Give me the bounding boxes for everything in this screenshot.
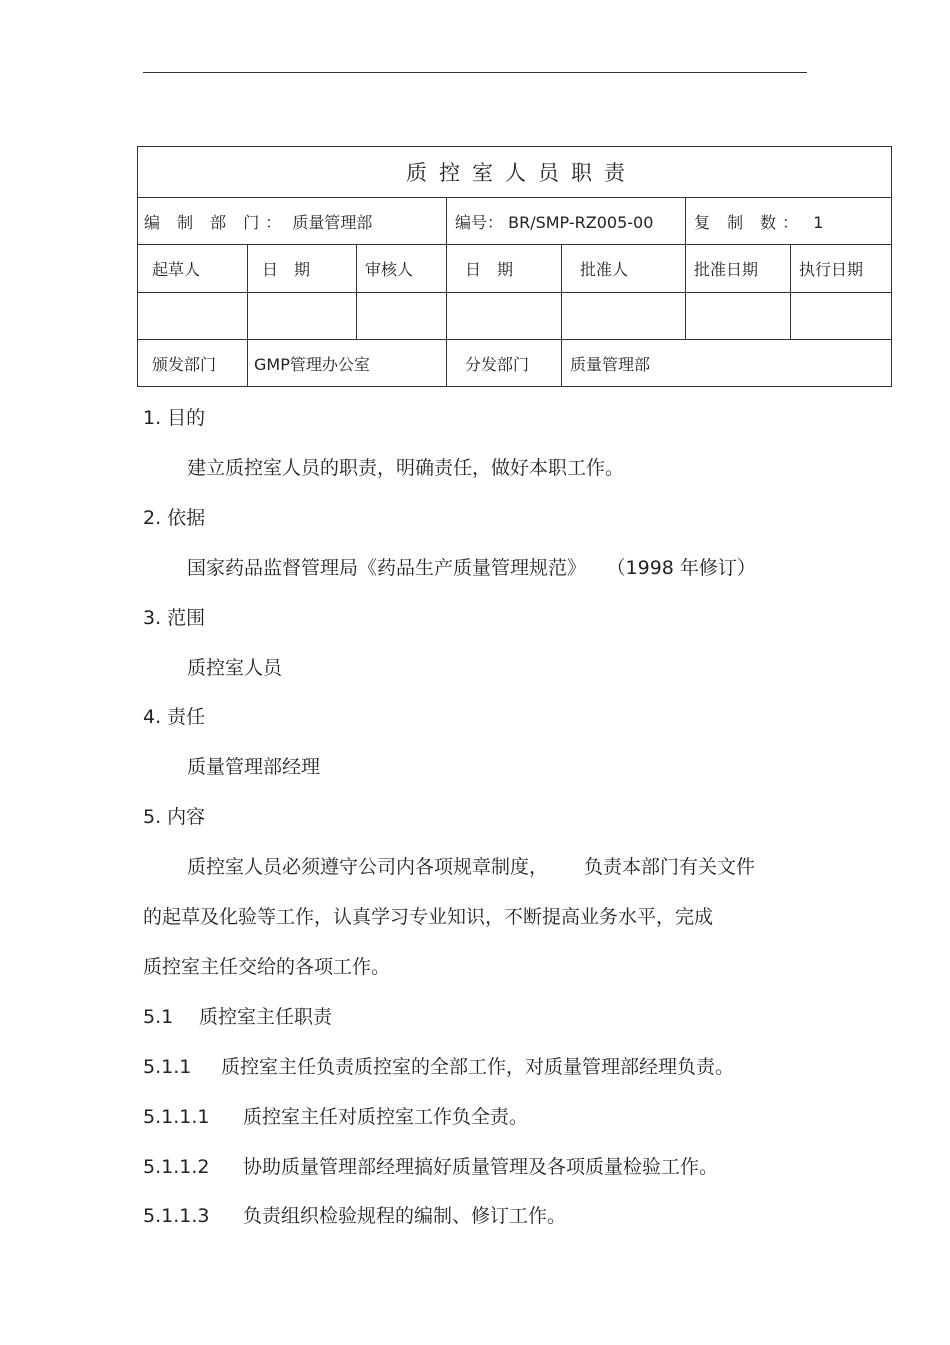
col-approver: 批准人 [562,245,686,293]
section-5-para-line-1 [187,852,755,879]
cell-effective-date-value [791,293,892,340]
list-item [143,1002,332,1029]
section-2-text [187,553,756,580]
document-title: 质控室人员职责 [138,147,892,198]
section-5-para-line-2: 的起草及化验等工作，认真学习专业知识，不断提高业务水平，完成 [143,906,714,928]
item-number: 5.1.1.3 [143,1205,210,1227]
list-item [143,1201,566,1228]
item-text: 负责组织检验规程的编制、修订工作。 [243,1205,567,1227]
list-item [143,1152,718,1179]
cell-date-1-value [248,293,357,340]
item-number: 5.1.1 [143,1056,192,1078]
copies-cell [686,198,892,245]
section-3-text: 质控室人员 [187,657,283,679]
regulation-name: 国家药品监督管理局《药品生产质量管理规范》 [187,557,587,579]
issue-dept-label: 颁发部门 [138,340,248,387]
code-label: 编号： [455,212,504,232]
section-5-para-part-b: 负责本部门有关文件 [584,856,756,878]
col-drafter: 起草人 [138,245,248,293]
dept-label: 编 制 部 门： [144,212,288,232]
section-1-text: 建立质控室人员的职责，明确责任，做好本职工作。 [187,457,625,479]
section-1-heading: 1. 目的 [143,407,206,429]
copies-value: 1 [813,212,824,232]
section-3-heading: 3. 范围 [143,607,206,629]
section-2-heading: 2. 依据 [143,507,206,529]
code-value: BR/SMP-RZ005-00 [508,212,654,232]
col-effective-date: 执行日期 [791,245,892,293]
dist-dept-label: 分发部门 [447,340,562,387]
item-number: 5.1 [143,1006,174,1028]
cell-approver-value [562,293,686,340]
dept-value: 质量管理部 [292,212,373,232]
issue-dept-value: GMP管理办公室 [248,340,447,387]
item-number: 5.1.1.2 [143,1156,210,1178]
dept-cell [138,198,447,245]
col-date-1: 日 期 [248,245,357,293]
section-4-heading: 4. 责任 [143,706,206,728]
col-date-2: 日 期 [447,245,562,293]
section-4-text: 质量管理部经理 [187,756,321,778]
item-text: 质控室主任对质控室工作负全责。 [243,1106,529,1128]
item-number: 5.1.1.1 [143,1106,210,1128]
cell-date-2-value [447,293,562,340]
section-5-para-line-3: 质控室主任交给的各项工作。 [143,956,391,978]
section-5-heading: 5. 内容 [143,806,206,828]
col-reviewer: 审核人 [357,245,447,293]
dist-dept-value: 质量管理部 [562,340,892,387]
cell-reviewer-value [357,293,447,340]
item-text: 质控室主任负责质控室的全部工作，对质量管理部经理负责。 [221,1056,735,1078]
cell-approve-date-value [686,293,791,340]
cell-drafter-value [138,293,248,340]
list-item [143,1052,734,1079]
top-rule [143,72,807,73]
document-header-table [137,146,892,387]
copies-label: 复 制 数： [694,212,805,232]
code-cell [447,198,686,245]
col-approve-date: 批准日期 [686,245,791,293]
item-text: 质控室主任职责 [199,1006,333,1028]
item-text: 协助质量管理部经理搞好质量管理及各项质量检验工作。 [243,1156,719,1178]
list-item [143,1102,528,1129]
section-5-para-part-a: 质控室人员必须遵守公司内各项规章制度， [187,856,549,878]
regulation-note: （1998 年修订） [616,557,756,579]
